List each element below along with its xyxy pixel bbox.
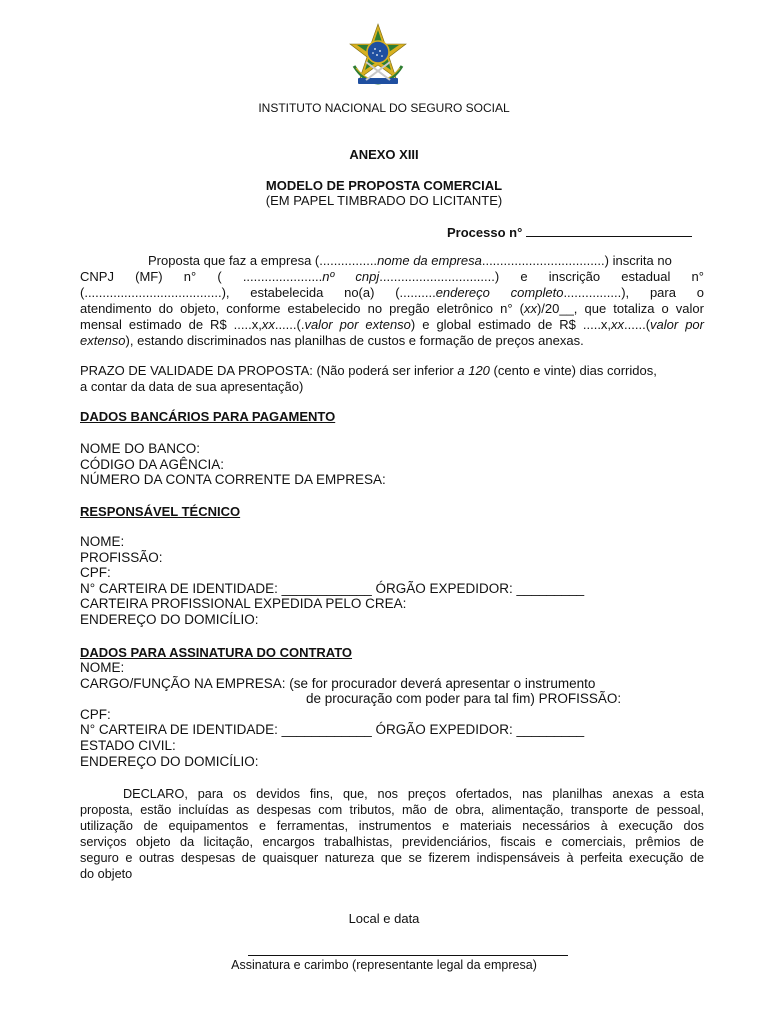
brazil-coat-of-arms-icon (344, 22, 412, 90)
proposal-line-5: mensal estimado de R$ .....x,xx......(.valor por extenso) e global estimado de R$ .....x,xx......(valor por (80, 317, 704, 332)
declaration-line: serviços objeto da licitação, encargos trabalhistas, previdenciários, fiscais e comerciais, prêmios de (80, 835, 704, 849)
technical-item: NOME: (80, 534, 125, 549)
letterhead-note: (EM PAPEL TIMBRADO DO LICITANTE) (265, 193, 503, 208)
proposal-line-6: extenso), estando discriminados nas planilhas de custos e formação de preços anexas. (80, 333, 584, 348)
contract-item: N° CARTEIRA DE IDENTIDADE: ____________ ÓRGÃO EXPEDIDOR: _________ (80, 722, 585, 738)
signature-line (248, 955, 568, 956)
declaration-line: DECLARO, para os devidos fins, que, nos preços ofertados, nas planilhas anexas a esta (123, 787, 704, 801)
processo-blank-line (526, 224, 692, 237)
place-and-date: Local e data (348, 911, 420, 926)
annex-title: ANEXO XIII (349, 147, 419, 162)
technical-item: PROFISSÃO: (80, 549, 163, 565)
technical-heading: RESPONSÁVEL TÉCNICO (80, 504, 241, 519)
bank-item: NOME DO BANCO: (80, 441, 201, 456)
contract-item: de procuração com poder para tal fim) PROFISSÃO: (306, 691, 622, 707)
technical-item: ENDEREÇO DO DOMICÍLIO: (80, 611, 259, 627)
proposal-line-2: CNPJ (MF) n° ( ......................nº cnpj................................) e inscrição estadual n° (80, 269, 704, 284)
declaration-line: seguro e outras despesas de quaisquer natureza que se fizerem indispensáveis à perfeita execução de (80, 851, 704, 865)
contract-item: CARGO/FUNÇÃO NA EMPRESA: (se for procurador deverá apresentar o instrumento (80, 675, 596, 691)
proposal-line-3: (......................................), estabelecida no(a) (..........endereço completo................), para o (80, 285, 704, 300)
bank-heading: DADOS BANCÁRIOS PARA PAGAMENTO (80, 409, 336, 424)
technical-item: CPF: (80, 565, 111, 581)
validity-paragraph (80, 363, 704, 395)
contract-item: CPF: (80, 706, 111, 722)
model-title: MODELO DE PROPOSTA COMERCIAL (265, 178, 503, 193)
institution-name: INSTITUTO NACIONAL DO SEGURO SOCIAL (258, 101, 510, 115)
technical-item: N° CARTEIRA DE IDENTIDADE: ____________ ÓRGÃO EXPEDIDOR: _________ (80, 580, 585, 596)
contract-item: ESTADO CIVIL: (80, 737, 176, 753)
signature-caption: Assinatura e carimbo (representante legal da empresa) (231, 958, 537, 972)
technical-item: CARTEIRA PROFISSIONAL EXPEDIDA PELO CREA: (80, 596, 407, 612)
contract-item: ENDEREÇO DO DOMICÍLIO: (80, 753, 259, 769)
processo-field (447, 224, 692, 240)
bank-item: CÓDIGO DA AGÊNCIA: (80, 456, 225, 472)
bank-item: NÚMERO DA CONTA CORRENTE DA EMPRESA: (80, 472, 386, 488)
processo-label: Processo n° (447, 225, 523, 240)
bank-list (80, 441, 386, 488)
proposal-line-4: atendimento do objeto, conforme estabelecido no pregão eletrônico n° (xx)/20__, que totaliza o valor (80, 301, 704, 316)
contract-list (80, 660, 621, 769)
contract-heading: DADOS PARA ASSINATURA DO CONTRATO (80, 645, 353, 660)
proposal-line-1: Proposta que faz a empresa (................nome da empresa..................................) inscrita no (148, 253, 672, 268)
proposal-paragraph (80, 253, 704, 349)
contract-item: NOME: (80, 660, 125, 675)
technical-list (80, 534, 584, 628)
declaration-line: proposta, estão incluídas as despesas com tributos, mão de obra, alimentação, transporte de pessoal, (80, 803, 704, 817)
declaration-paragraph (80, 786, 704, 882)
validity-line-2: a contar da data de sua apresentação) (80, 379, 304, 394)
declaration-line: utilização de equipamentos e ferramentas, instrumentos e materiais necessários à execução dos (80, 819, 704, 833)
declaration-line: do objeto (80, 867, 133, 881)
validity-line-1: PRAZO DE VALIDADE DA PROPOSTA: (Não poderá ser inferior a 120 (cento e vinte) dias corridos, (80, 363, 657, 378)
